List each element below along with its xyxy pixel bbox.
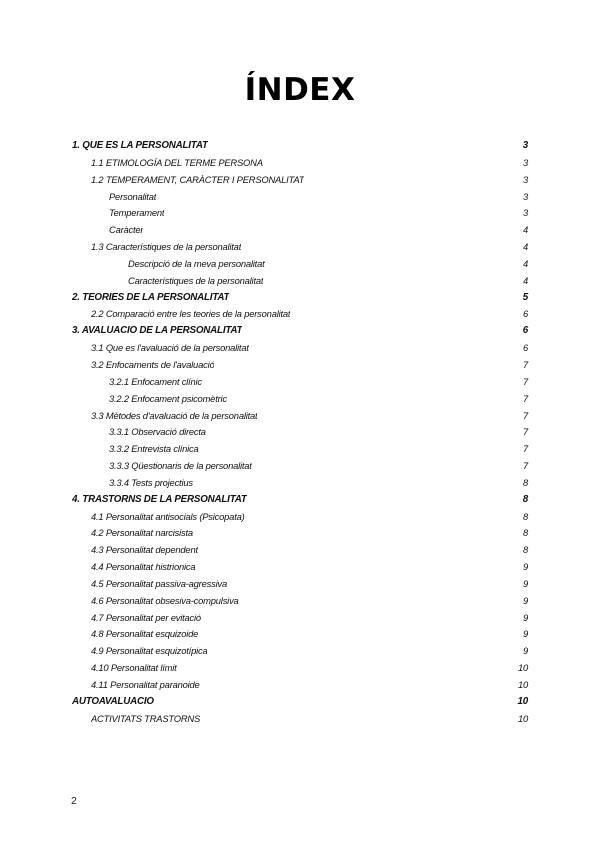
toc-entry-page: 10 bbox=[517, 695, 528, 707]
toc-entry-label: 3.3.4 Tests projectius bbox=[109, 476, 193, 488]
toc-entry-page: 9 bbox=[522, 577, 528, 589]
toc-entry-label: 3.3.3 Qüestionaris de la personalitat bbox=[109, 460, 252, 472]
toc-entry-label: 4.3 Personalitat dependent bbox=[91, 544, 198, 556]
toc-entry-page: 9 bbox=[522, 561, 528, 573]
toc-entry-label: ACTIVITATS TRASTORNS bbox=[91, 712, 201, 724]
toc-entry[interactable] bbox=[72, 292, 528, 309]
toc-entry-label: Temperament bbox=[109, 207, 165, 219]
toc-entry-label: Caràcter bbox=[109, 224, 144, 236]
toc-entry[interactable] bbox=[72, 628, 528, 645]
toc-entry-label: 4.11 Personalitat paranoide bbox=[91, 679, 200, 690]
toc-entry-label: 3.2.2 Enfocament psicomètric bbox=[109, 392, 227, 404]
toc-entry-page: 10 bbox=[517, 662, 528, 674]
toc-entry-page: 7 bbox=[522, 426, 528, 438]
toc-entry[interactable] bbox=[72, 308, 528, 325]
toc-entry-page: 10 bbox=[517, 679, 528, 690]
page-number: 2 bbox=[71, 795, 77, 807]
toc-entry-label: 1. QUE ES LA PERSONALITAT bbox=[72, 140, 208, 151]
toc-entry[interactable] bbox=[72, 679, 528, 696]
toc-entry[interactable] bbox=[72, 696, 528, 713]
toc-entry[interactable] bbox=[72, 578, 528, 595]
toc-entry-page: 8 bbox=[522, 544, 528, 556]
toc-entry[interactable] bbox=[72, 511, 528, 528]
toc-entry[interactable] bbox=[72, 191, 528, 208]
toc-entry-label: 1.1 ETIMOLOGÍA DEL TERME PERSONA bbox=[91, 156, 263, 168]
toc-entry-label: Característiques de la personalitat bbox=[128, 274, 264, 286]
toc-entry-page: 9 bbox=[522, 611, 528, 623]
toc-entry-page: 7 bbox=[522, 375, 528, 387]
toc-entry-label: 4.7 Personalitat per evitació bbox=[91, 611, 201, 623]
toc-entry-label: 4. TRASTORNS DE LA PERSONALITAT bbox=[72, 493, 247, 505]
toc-entry-page: 9 bbox=[522, 628, 528, 640]
toc-entry-page: 4 bbox=[522, 257, 528, 269]
toc-entry[interactable] bbox=[72, 275, 528, 292]
toc-entry-label: AUTOAVALUACIÓ bbox=[72, 695, 154, 707]
toc-entry[interactable] bbox=[72, 325, 528, 342]
toc-entry-page: 6 bbox=[522, 325, 528, 337]
toc-entry[interactable] bbox=[72, 207, 528, 224]
toc-entry-label: 3.3.1 Observació directa bbox=[109, 426, 206, 438]
toc-entry-page: 4 bbox=[522, 274, 528, 286]
toc-entry-page: 9 bbox=[522, 645, 528, 657]
toc-entry-page: 9 bbox=[522, 594, 528, 606]
toc-entry-label: 2.2 Comparació entre les teories de la personalitat bbox=[91, 308, 291, 320]
toc-entry-label: 4.8 Personalitat esquizoide bbox=[91, 628, 199, 640]
toc-entry[interactable] bbox=[72, 645, 528, 662]
table-of-contents bbox=[72, 140, 528, 730]
toc-entry[interactable] bbox=[72, 426, 528, 443]
toc-entry-label: 4.1 Personalitat antisocials (Psicopata) bbox=[91, 510, 245, 522]
page-title: ÍNDEX bbox=[244, 72, 356, 108]
toc-entry-label: 4.4 Personalitat histrionica bbox=[91, 561, 196, 573]
toc-entry-label: 3. AVALUACIÓ DE LA PERSONALITAT bbox=[72, 325, 243, 337]
toc-entry[interactable] bbox=[72, 460, 528, 477]
toc-entry-label: 3.3.2 Entrevista clínica bbox=[109, 443, 199, 455]
toc-entry[interactable] bbox=[72, 359, 528, 376]
toc-entry[interactable] bbox=[72, 561, 528, 578]
toc-entry[interactable] bbox=[72, 595, 528, 612]
toc-entry[interactable] bbox=[72, 376, 528, 393]
toc-entry-label: 4.6 Personalitat obsesiva-compulsiva bbox=[91, 594, 239, 606]
toc-entry-page: 3 bbox=[522, 156, 528, 168]
toc-entry[interactable] bbox=[72, 241, 528, 258]
toc-entry-label: 3.3 Mètodes d'avaluació de la personalitat bbox=[91, 409, 258, 421]
toc-entry[interactable] bbox=[72, 662, 528, 679]
toc-entry[interactable] bbox=[72, 443, 528, 460]
toc-entry[interactable] bbox=[72, 612, 528, 629]
toc-entry-page: 6 bbox=[522, 308, 528, 320]
toc-entry[interactable] bbox=[72, 494, 528, 511]
toc-entry-page: 7 bbox=[522, 358, 528, 370]
toc-entry[interactable] bbox=[72, 544, 528, 561]
toc-entry-page: 8 bbox=[522, 510, 528, 522]
toc-entry-page: 3 bbox=[522, 207, 528, 219]
toc-entry-page: 8 bbox=[522, 527, 528, 539]
toc-entry-label: 4.2 Personalitat narcisista bbox=[91, 527, 193, 539]
toc-entry-page: 4 bbox=[522, 241, 528, 253]
toc-entry-page: 10 bbox=[517, 712, 528, 724]
toc-entry-page: 3 bbox=[522, 140, 528, 151]
toc-entry-label: 4.10 Personalitat límit bbox=[91, 662, 177, 674]
toc-entry[interactable] bbox=[72, 174, 528, 191]
toc-entry-label: Personalitat bbox=[109, 190, 157, 202]
toc-entry[interactable] bbox=[72, 140, 528, 157]
toc-entry-page: 7 bbox=[522, 392, 528, 404]
toc-entry-label: 3.2.1 Enfocament clínic bbox=[109, 375, 202, 387]
toc-entry[interactable] bbox=[72, 527, 528, 544]
toc-entry-page: 5 bbox=[522, 291, 528, 303]
toc-entry[interactable] bbox=[72, 393, 528, 410]
toc-entry-label: 4.9 Personalitat esquizotípica bbox=[91, 645, 208, 657]
toc-entry-page: 8 bbox=[522, 493, 528, 505]
toc-entry-label: 3.1 Que es l'avaluació de la personalitat bbox=[91, 342, 249, 354]
toc-entry-page: 6 bbox=[522, 342, 528, 354]
toc-entry-page: 7 bbox=[522, 409, 528, 421]
toc-entry[interactable] bbox=[72, 410, 528, 427]
toc-entry[interactable] bbox=[72, 477, 528, 494]
toc-entry-page: 8 bbox=[522, 476, 528, 488]
toc-entry-label: 4.5 Personalitat passiva-agressiva bbox=[91, 577, 227, 589]
toc-entry-page: 3 bbox=[522, 190, 528, 202]
toc-entry[interactable] bbox=[72, 258, 528, 275]
toc-entry[interactable] bbox=[72, 713, 528, 730]
toc-entry[interactable] bbox=[72, 157, 528, 174]
toc-entry-page: 7 bbox=[522, 443, 528, 455]
toc-entry-page: 3 bbox=[522, 173, 528, 185]
toc-entry-label: 2. TEORIES DE LA PERSONALITAT bbox=[72, 291, 230, 303]
toc-entry[interactable] bbox=[72, 224, 528, 241]
toc-entry-label: Descripció de la meva personalitat bbox=[128, 257, 265, 269]
toc-entry-page: 4 bbox=[522, 224, 528, 236]
toc-entry-label: 1.2 TEMPERAMENT, CARÀCTER I PERSONALITAT bbox=[91, 173, 305, 185]
toc-entry[interactable] bbox=[72, 342, 528, 359]
toc-entry-label: 1.3 Característiques de la personalitat bbox=[91, 241, 242, 253]
toc-entry-label: 3.2 Enfocaments de l'avaluació bbox=[91, 358, 215, 370]
toc-entry-page: 7 bbox=[522, 460, 528, 472]
